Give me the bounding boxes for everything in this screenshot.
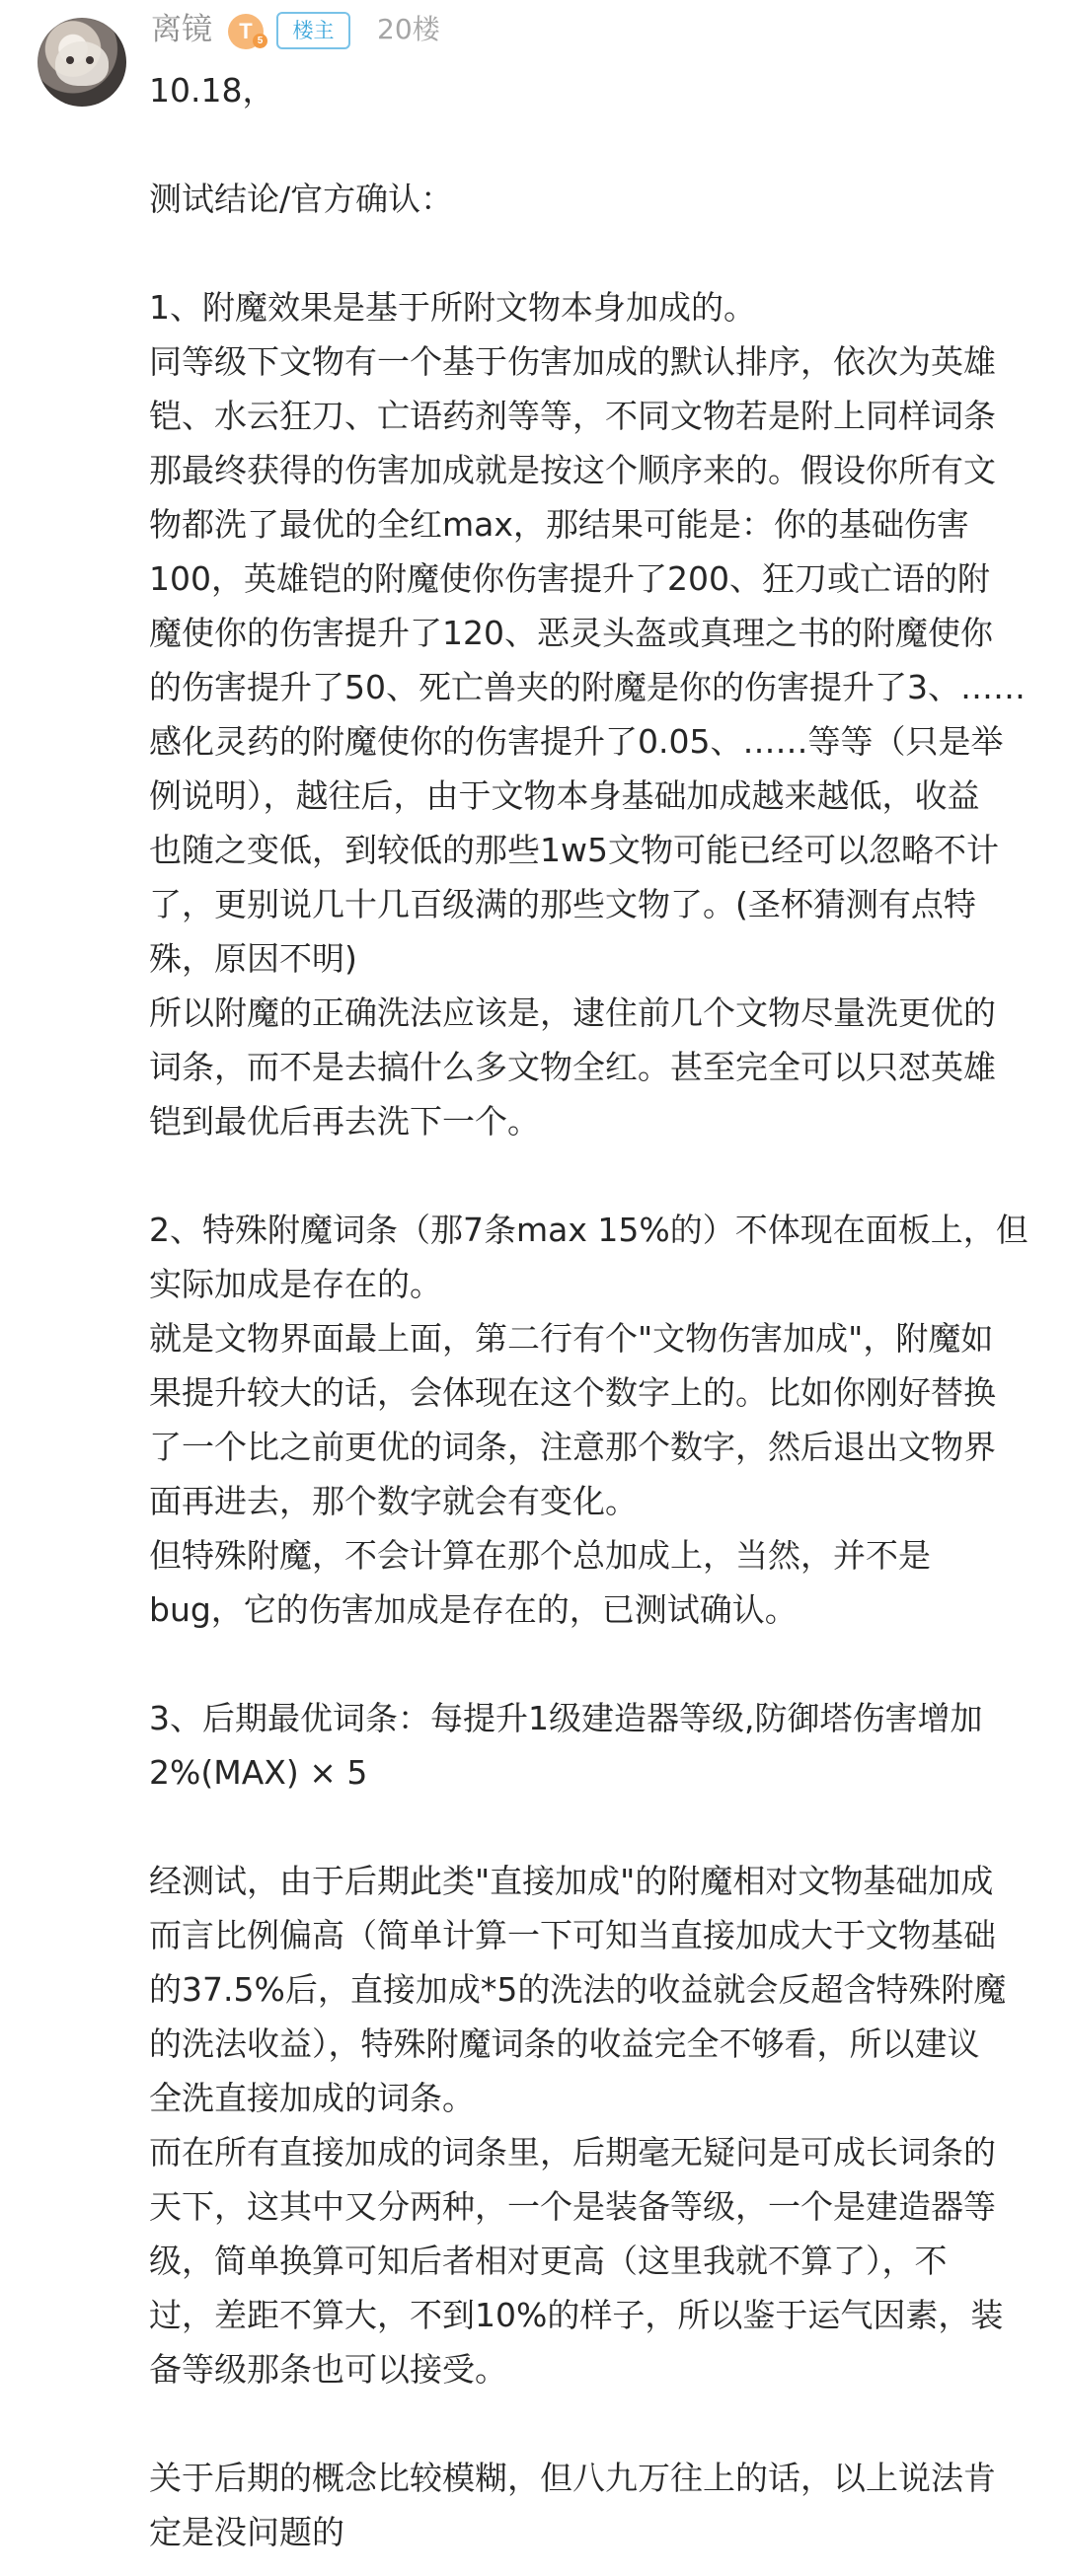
post-content (149, 63, 1029, 2559)
content-line: 所以附魔的正确洗法应该是，逮住前几个文物尽量洗更优的 (149, 994, 996, 1032)
content-line: 定是没问题的 (149, 2513, 344, 2551)
content-line: 果提升较大的话，会体现在这个数字上的。比如你刚好替换 (149, 1373, 996, 1412)
content-line: 而在所有直接加成的词条里，后期毫无疑问是可成长词条的 (149, 2133, 996, 2171)
content-line: 的洗法收益），特殊附魔词条的收益完全不够看，所以建议 (149, 2024, 980, 2063)
blank-line (149, 1637, 1029, 1691)
content-line: 级，简单换算可知后者相对更高（这里我就不算了），不 (149, 2242, 948, 2280)
content-line: 魔使你的伤害提升了120、恶灵头盔或真理之书的附魔使你 (149, 614, 993, 652)
content-line: 就是文物界面最上面，第二行有个"文物伤害加成"，附魔如 (149, 1319, 994, 1358)
blank-line (149, 117, 1029, 172)
content-line: 天下，这其中又分两种，一个是装备等级，一个是建造器等 (149, 2187, 996, 2226)
content-line: 3、后期最优词条：每提升1级建造器等级,防御塔伤害增加 (149, 1699, 983, 1737)
content-line: 1、附魔效果是基于所附文物本身加成的。 (149, 288, 756, 327)
content-line: 同等级下文物有一个基于伤害加成的默认排序，依次为英雄 (149, 342, 996, 381)
content-line: 过，差距不算大，不到10%的样子，所以鉴于运气因素，装 (149, 2296, 1004, 2334)
blank-line (149, 2396, 1029, 2451)
level-badge-subscript: 5 (253, 34, 267, 48)
content-line: 词条，而不是去搞什么多文物全红。甚至完全可以只怼英雄 (149, 1048, 996, 1086)
content-line: 例说明），越往后，由于文物本身基础加成越来越低，收益 (149, 776, 980, 815)
content-line: 殊，原因不明) (149, 939, 357, 978)
content-line: 物都洗了最优的全红max，那结果可能是：你的基础伤害 (149, 505, 969, 544)
content-line: 实际加成是存在的。 (149, 1265, 442, 1303)
level-badge: T (228, 14, 264, 49)
content-line: 铠、水云狂刀、亡语药剂等等，不同文物若是附上同样词条 (149, 397, 996, 435)
content-line: 面再进去，那个数字就会有变化。 (149, 1482, 638, 1520)
content-line: 而言比例偏高（简单计算一下可知当直接加成大于文物基础 (149, 1916, 996, 1954)
blank-line (149, 226, 1029, 280)
content-line: 经测试，由于后期此类"直接加成"的附魔相对文物基础加成 (149, 1862, 994, 1900)
content-line: 但特殊附魔，不会计算在那个总加成上，当然，并不是 (149, 1536, 931, 1575)
content-line: 那最终获得的伤害加成就是按这个顺序来的。假设你所有文 (149, 451, 996, 489)
blank-line (149, 1148, 1029, 1203)
blank-line (149, 1800, 1029, 1854)
content-line: 的伤害提升了50、死亡兽夹的附魔是你的伤害提升了3、…… (149, 668, 1026, 706)
content-line: 100，英雄铠的附魔使你伤害提升了200、狂刀或亡语的附 (149, 559, 990, 598)
content-line: 2%(MAX) × 5 (149, 1753, 368, 1792)
content-line: 了，更别说几十几百级满的那些文物了。(圣杯猜测有点特 (149, 885, 976, 923)
content-line: 2、特殊附魔词条（那7条max 15%的）不体现在面板上，但 (149, 1211, 1028, 1249)
content-line: 感化灵药的附魔使你的伤害提升了0.05、……等等（只是举 (149, 722, 1004, 761)
content-line: 的37.5%后，直接加成*5的洗法的收益就会反超含特殊附魔 (149, 1970, 1007, 2009)
content-line: 10.18， (149, 71, 275, 110)
content-line: bug，它的伤害加成是存在的，已测试确认。 (149, 1590, 798, 1629)
content-line: 备等级那条也可以接受。 (149, 2350, 507, 2389)
author-name[interactable]: 离镜 (151, 12, 212, 47)
content-line: 全洗直接加成的词条。 (149, 2079, 475, 2117)
thread-owner-badge: 楼主 (276, 12, 350, 49)
content-line: 也随之变低，到较低的那些1w5文物可能已经可以忽略不计 (149, 831, 999, 869)
content-line: 铠到最优后再去洗下一个。 (149, 1102, 540, 1141)
avatar[interactable] (38, 18, 126, 107)
content-line: 测试结论/官方确认： (149, 180, 454, 218)
content-line: 关于后期的概念比较模糊，但八九万往上的话，以上说法肯 (149, 2459, 996, 2497)
floor-number: 20楼 (377, 13, 440, 45)
content-line: 了一个比之前更优的词条，注意那个数字，然后退出文物界 (149, 1428, 996, 1466)
